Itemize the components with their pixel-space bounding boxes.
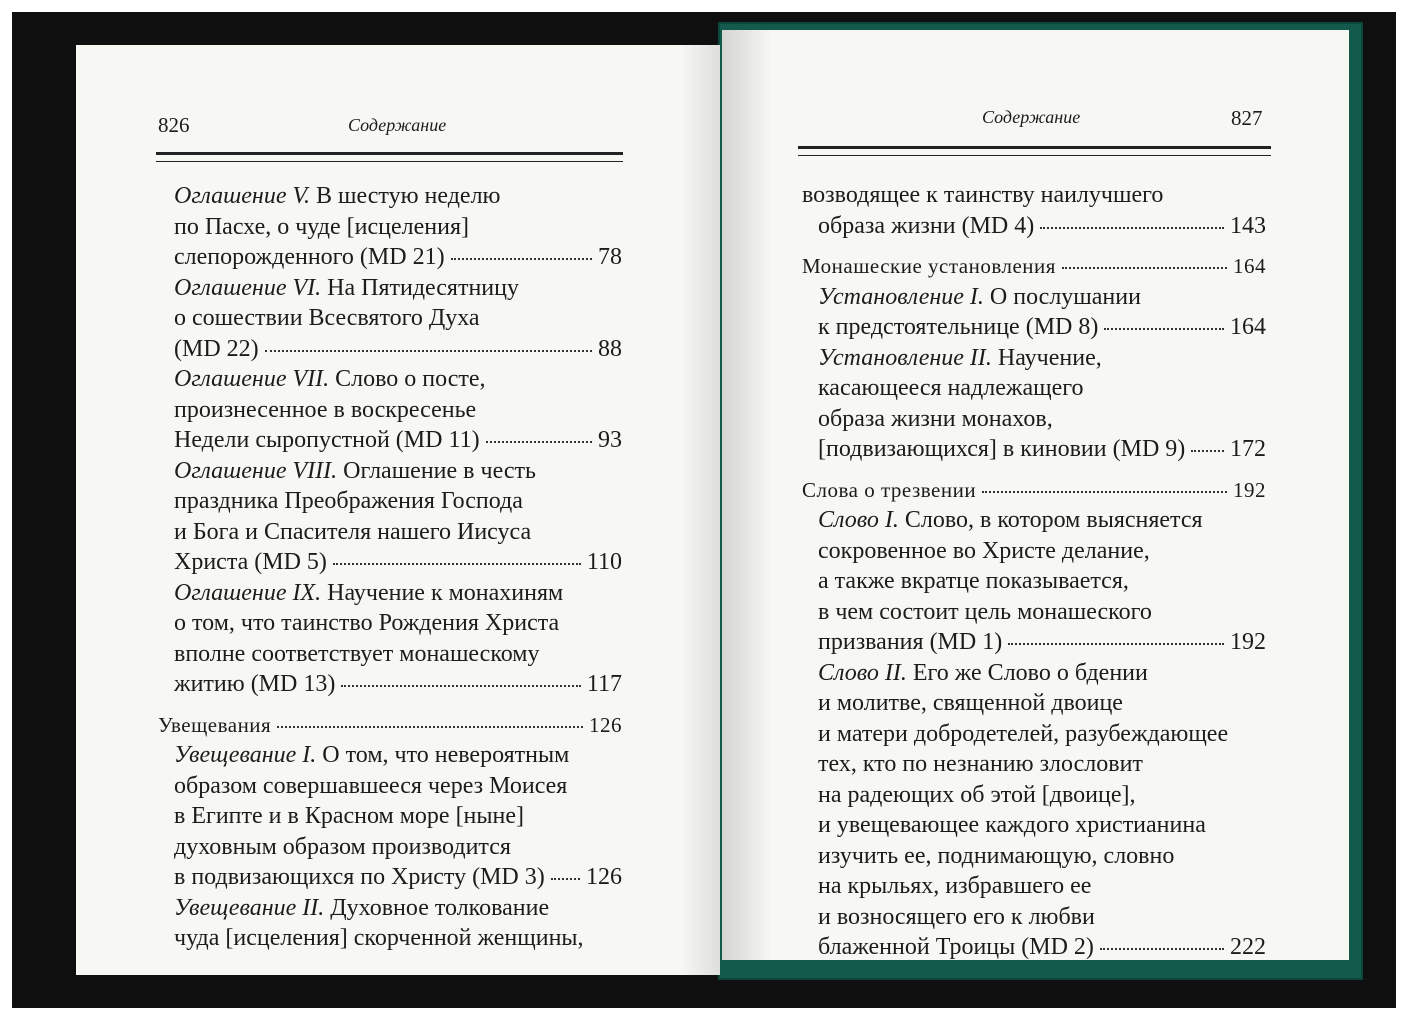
- entry-text: образа жизни (MD 4): [818, 212, 1035, 239]
- dot-leader: [1104, 328, 1224, 330]
- entry-page-number: 93: [598, 427, 622, 453]
- dot-leader: [1062, 267, 1227, 269]
- entry-line: [802, 343, 1266, 374]
- entry-text: [подвизающихся] в киновии (MD 9): [818, 436, 1186, 462]
- entry-text: Недели сыропустной (MD 11): [174, 427, 480, 453]
- entry-text: в Египте и в Красном море [ныне]: [174, 803, 525, 829]
- entry-label: Оглашение VII.: [174, 366, 330, 392]
- entry-text: Научение к монахиням: [321, 579, 564, 606]
- entry-text: возводящее к таинству наилучшего: [802, 182, 1164, 208]
- section-page: 126: [589, 712, 622, 737]
- toc-entry: [802, 282, 1266, 343]
- entry-page-number: 192: [1230, 629, 1266, 655]
- entry-line: [802, 180, 1266, 211]
- entry-label: Слово I.: [818, 507, 899, 533]
- entry-text: и молитве, священной двоице: [818, 690, 1123, 716]
- entry-text: и увещевающее каждого христианина: [818, 812, 1206, 838]
- entry-text: касающееся надлежащего: [818, 375, 1084, 401]
- entry-text: о сошествии Всесвятого Духа: [174, 305, 480, 331]
- entry-text: о том, что таинство Рождения Христа: [174, 610, 560, 636]
- toc-entries: [802, 505, 1266, 960]
- section-title: Увещевания: [158, 712, 272, 737]
- entry-line: [802, 404, 1266, 435]
- entry-page-number: 110: [586, 549, 622, 575]
- running-title: Содержание: [982, 107, 1081, 127]
- toc-left: [158, 181, 622, 954]
- dot-leader: [451, 258, 592, 260]
- entry-line: [802, 658, 1266, 689]
- toc-right: [802, 180, 1266, 960]
- entry-text: по Пасхе, о чуде [исцеления]: [174, 213, 469, 240]
- section-title: Слова о трезвении: [802, 477, 977, 502]
- dot-leader: [265, 350, 592, 352]
- entry-line: [158, 608, 622, 639]
- entry-page-number: 78: [598, 244, 622, 270]
- page-shadow: [722, 30, 772, 960]
- page-shadow: [680, 45, 720, 975]
- entry-text: О послушании: [983, 283, 1141, 310]
- entry-line: [802, 505, 1266, 536]
- entry-line: [802, 841, 1266, 872]
- toc-entry: [802, 180, 1266, 241]
- entry-text: сокровенное во Христе делание,: [818, 537, 1150, 564]
- entry-label: Слово II.: [818, 659, 907, 686]
- entry-last-line: [802, 434, 1266, 465]
- entry-line: [158, 639, 622, 670]
- entry-line: [158, 923, 622, 954]
- toc-entry-continued: [802, 180, 1266, 241]
- entry-text: праздника Преображения Господа: [174, 488, 523, 514]
- toc-entry-trailing: [158, 893, 622, 954]
- entry-line: [802, 749, 1266, 780]
- toc-entry: [158, 273, 622, 365]
- entry-label: Оглашение V.: [174, 183, 311, 209]
- entry-text: О том, что невероятным: [316, 742, 570, 768]
- running-title: Содержание: [348, 115, 447, 135]
- entry-text: слепорожденного (MD 21): [174, 244, 445, 270]
- left-page: [76, 45, 720, 975]
- entry-text: и Бога и Спасителя нашего Иисуса: [174, 518, 532, 545]
- entry-text: произнесенное в воскресенье: [174, 396, 477, 423]
- dot-leader: [1008, 643, 1224, 645]
- dot-leader: [486, 441, 592, 443]
- entry-page-number: 164: [1230, 314, 1266, 340]
- entry-label: Увещевание II.: [174, 894, 325, 921]
- entry-text: В шестую неделю: [310, 183, 501, 209]
- entry-text: на радеющих об этой [двоице],: [818, 781, 1136, 808]
- entry-page-number: 88: [598, 335, 622, 362]
- entry-page-number: 222: [1230, 934, 1266, 960]
- entry-text: (MD 22): [174, 335, 259, 362]
- toc-section: [802, 251, 1266, 282]
- entry-line: [802, 566, 1266, 597]
- entry-text: чуда [исцеления] скорченной женщины,: [174, 925, 584, 951]
- toc-entry: [802, 658, 1266, 961]
- entry-line: [158, 740, 622, 771]
- dot-leader: [341, 685, 581, 687]
- entry-line: [158, 364, 622, 395]
- toc-entries: [158, 740, 622, 893]
- entry-line: [802, 597, 1266, 628]
- entry-line: [802, 373, 1266, 404]
- dot-leader: [333, 563, 581, 565]
- entry-line: [158, 181, 622, 212]
- entry-label: Установление II.: [818, 344, 992, 371]
- entry-line: [802, 871, 1266, 902]
- toc-entry: [158, 364, 622, 456]
- entry-line: [158, 517, 622, 548]
- toc-entry: [158, 893, 622, 954]
- page-number: 827: [1231, 106, 1263, 130]
- entry-text: изучить ее, поднимающую, словно: [818, 842, 1175, 869]
- entry-line: [802, 810, 1266, 841]
- entry-last-line: [158, 547, 622, 578]
- entry-text: образом совершавшееся через Моисея: [174, 772, 568, 799]
- entry-line: [158, 303, 622, 334]
- entry-line: [158, 212, 622, 243]
- entry-line: [802, 902, 1266, 933]
- entry-label: Установление I.: [818, 283, 984, 310]
- entry-line: [802, 536, 1266, 567]
- entry-label: Оглашение VIII.: [174, 457, 338, 484]
- entry-line: [158, 801, 622, 832]
- toc-entry: [158, 456, 622, 578]
- entry-line: [802, 780, 1266, 811]
- toc-entry: [802, 505, 1266, 658]
- entry-last-line: [802, 932, 1266, 960]
- entry-text: Духовное толкование: [324, 894, 550, 921]
- entry-text: и возносящего его к любви: [818, 903, 1095, 930]
- entry-text: духовным образом производится: [174, 833, 511, 860]
- entry-last-line: [158, 669, 622, 700]
- entry-line: [158, 273, 622, 304]
- section-title: Монашеские установления: [802, 254, 1056, 278]
- dot-leader: [551, 878, 580, 880]
- page-number: 826: [158, 113, 190, 137]
- dot-leader: [982, 491, 1227, 493]
- entry-line: [158, 578, 622, 609]
- entry-text: в чем состоит цель монашеского: [818, 598, 1152, 625]
- entry-text: блаженной Троицы (MD 2): [818, 934, 1094, 960]
- entry-line: [158, 832, 622, 863]
- entry-label: Оглашение VI.: [174, 274, 322, 301]
- entry-text: Научение,: [991, 344, 1102, 371]
- entry-text: и матери добродетелей, разубеждающее: [818, 720, 1229, 747]
- dot-leader: [1040, 227, 1224, 229]
- entry-page-number: 126: [586, 864, 622, 890]
- right-page: [722, 30, 1349, 960]
- entry-text: призвания (MD 1): [818, 629, 1003, 655]
- entry-last-line: [802, 312, 1266, 343]
- entry-page-number: 172: [1230, 436, 1266, 462]
- entry-text: Его же Слово о бдении: [906, 659, 1148, 686]
- entry-last-line: [802, 211, 1266, 242]
- entry-text: в подвизающихся по Христу (MD 3): [174, 864, 545, 890]
- entry-label: Увещевание I.: [174, 742, 317, 768]
- header-rule: [156, 152, 623, 162]
- entry-text: к предстоятельнице (MD 8): [818, 314, 1099, 340]
- entry-line: [158, 395, 622, 426]
- entry-line: [802, 719, 1266, 750]
- entry-text: Оглашение в честь: [337, 457, 536, 484]
- entry-line: [158, 486, 622, 517]
- entry-text: житию (MD 13): [174, 671, 336, 697]
- entry-last-line: [158, 334, 622, 365]
- entry-text: а также вкратце показывается,: [818, 568, 1129, 594]
- toc-entry: [158, 740, 622, 893]
- toc-entry: [158, 578, 622, 700]
- toc-entry: [802, 343, 1266, 465]
- entry-page-number: 143: [1230, 212, 1266, 239]
- entry-text: Слово, в котором выясняется: [898, 507, 1203, 533]
- entry-last-line: [158, 242, 622, 273]
- toc-entries: [802, 282, 1266, 465]
- entry-last-line: [802, 627, 1266, 658]
- toc-section: [802, 475, 1266, 506]
- entry-line: [802, 688, 1266, 719]
- entry-last-line: [158, 425, 622, 456]
- entry-last-line: [158, 862, 622, 893]
- entry-text: На Пятидесятницу: [321, 274, 519, 301]
- entry-text: вполне соответствует монашескому: [174, 640, 540, 667]
- entry-line: [158, 456, 622, 487]
- entry-line: [802, 282, 1266, 313]
- section-page: 192: [1233, 477, 1266, 502]
- entry-line: [158, 893, 622, 924]
- dot-leader: [277, 726, 583, 728]
- dot-leader: [1100, 948, 1224, 950]
- entry-page-number: 117: [586, 671, 622, 697]
- toc-entries: [158, 181, 622, 700]
- entry-text: образа жизни монахов,: [818, 405, 1053, 432]
- header-rule: [798, 146, 1271, 156]
- entry-text: Слово о посте,: [329, 366, 486, 392]
- toc-entry: [158, 181, 622, 273]
- toc-section: [158, 710, 622, 741]
- entry-line: [158, 771, 622, 802]
- entry-label: Оглашение IX.: [174, 579, 322, 606]
- section-page: 164: [1233, 254, 1266, 278]
- entry-text: на крыльях, избравшего ее: [818, 873, 1092, 899]
- entry-text: тех, кто по незнанию злословит: [818, 751, 1143, 777]
- dot-leader: [1191, 450, 1224, 452]
- entry-text: Христа (MD 5): [174, 549, 327, 575]
